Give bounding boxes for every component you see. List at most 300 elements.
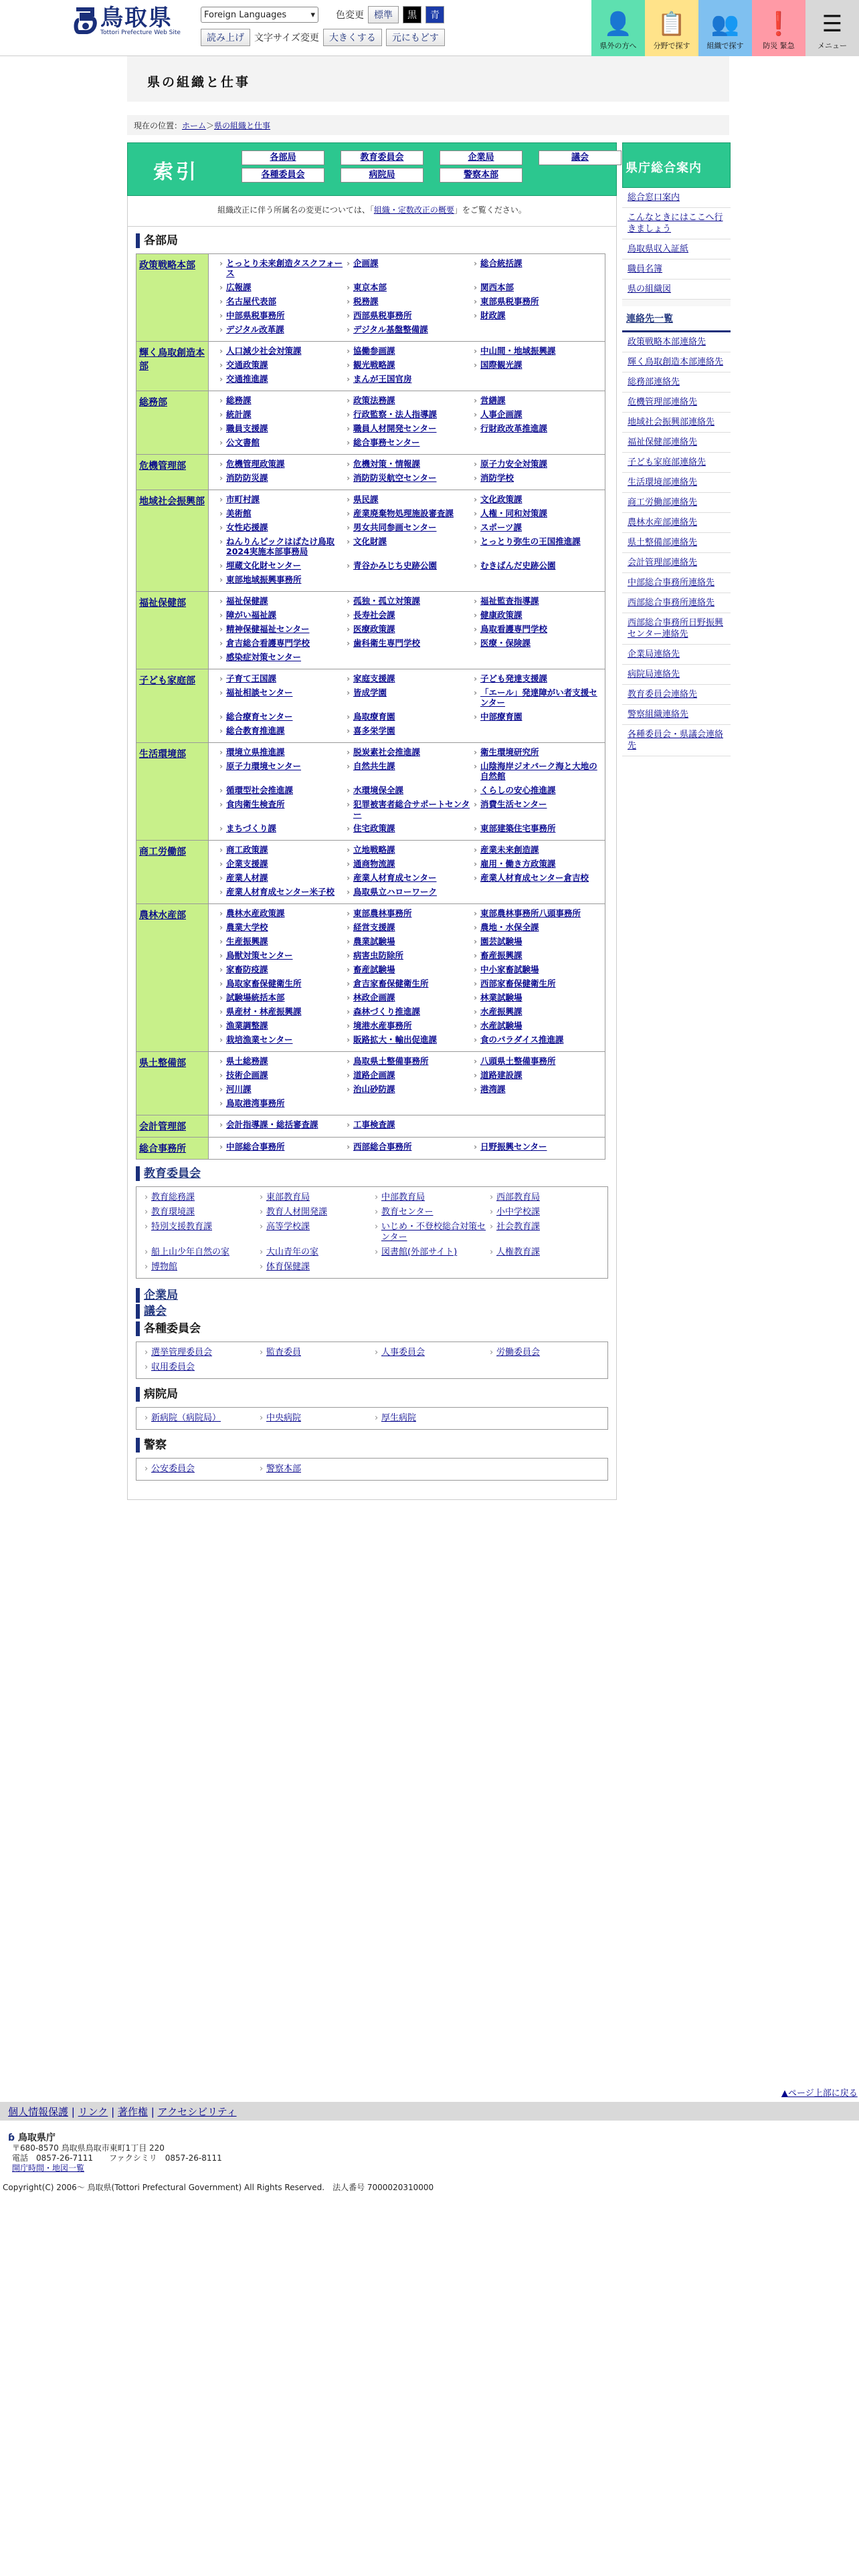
department-item — [219, 296, 347, 306]
department-item-link[interactable]: 東部建築住宅事務所 — [480, 823, 556, 833]
department-item-link[interactable]: とっとり未来創造タスクフォース — [226, 258, 343, 278]
page-top-anchor[interactable]: ▲ページ上部に戻る — [781, 2088, 858, 2099]
department-item-link[interactable]: 文化財課 — [353, 536, 387, 546]
department-item-link[interactable]: 原子力環境センター — [226, 761, 302, 771]
police-link[interactable]: 公安委員会 — [151, 1464, 195, 1474]
department-item-link[interactable]: 食肉衛生検査所 — [226, 799, 285, 809]
color-standard-button[interactable]: 標準 — [368, 6, 399, 23]
department-item-link[interactable]: 環境立県推進課 — [226, 747, 285, 757]
education-link[interactable]: いじめ・不登校総合対策センター — [381, 1222, 486, 1243]
education-link[interactable]: 体育保健課 — [266, 1262, 310, 1272]
department-name-link[interactable]: 会計管理部 — [139, 1121, 186, 1132]
department-name-link[interactable]: 商工労働部 — [139, 847, 186, 857]
department-item-link[interactable]: 試験場統括本部 — [226, 992, 285, 1002]
department-item — [474, 1056, 601, 1066]
department-item — [474, 310, 601, 320]
department-item-link[interactable]: 鳥獣対策センター — [226, 950, 293, 960]
department-item-link[interactable]: 食のパラダイス推進課 — [480, 1035, 564, 1045]
department-name-cell — [136, 669, 209, 743]
department-item-link[interactable]: 消防学校 — [480, 473, 514, 483]
department-item-link[interactable]: 道路建設課 — [480, 1070, 522, 1080]
department-item-link[interactable]: 林業試験場 — [480, 992, 522, 1002]
committee-item — [260, 1348, 375, 1358]
department-item-link[interactable]: 販路拡大・輸出促進課 — [353, 1035, 438, 1045]
sidebar-contact-link[interactable]: 会計管理部連絡先 — [628, 558, 698, 568]
department-item-link[interactable]: 国際観光課 — [480, 360, 522, 370]
committee-link[interactable]: 労働委員会 — [496, 1348, 541, 1358]
sidebar-contact-link[interactable]: 西部総合事務所連絡先 — [628, 598, 715, 608]
department-item-link[interactable]: 精神保健福祉センター — [226, 624, 310, 634]
department-item — [219, 859, 347, 869]
department-item-link[interactable]: 交通推進課 — [226, 374, 268, 384]
department-item-link[interactable]: 西部家畜保健衛生所 — [480, 978, 556, 988]
education-link[interactable]: 教育センター — [381, 1207, 434, 1217]
color-blue-button[interactable]: 青 — [425, 6, 444, 23]
department-item-link[interactable]: 総合事務センター — [353, 437, 420, 447]
department-item — [347, 395, 474, 405]
department-item-link[interactable]: 工事検査課 — [353, 1119, 395, 1130]
index-button[interactable]: 教育委員会 — [341, 150, 423, 165]
committee-link[interactable]: 監査委員 — [266, 1348, 302, 1358]
department-item-link[interactable]: 産業人材育成センター倉吉校 — [480, 873, 589, 883]
department-item-link[interactable]: 危機管理政策課 — [226, 459, 285, 469]
department-item-link[interactable]: 産業廃棄物処理施設審査課 — [353, 508, 454, 518]
global-nav-item[interactable] — [645, 0, 698, 56]
department-items-cell — [209, 1052, 605, 1115]
committee-link[interactable]: 選挙管理委員会 — [151, 1348, 213, 1358]
committee-item — [490, 1348, 605, 1358]
department-item-link[interactable]: 営繕課 — [480, 395, 506, 405]
global-nav-item[interactable] — [752, 0, 805, 56]
department-item-link[interactable]: 交通政策課 — [226, 360, 268, 370]
department-item-link[interactable]: 福祉相談センター — [226, 687, 293, 697]
department-item-link[interactable]: 歯科衛生専門学校 — [353, 638, 421, 648]
footer-link[interactable]: 個人情報保護 — [8, 2106, 69, 2118]
index-button[interactable]: 警察本部 — [440, 168, 522, 183]
department-name-link[interactable]: 農林水産部 — [139, 910, 186, 921]
department-item-link[interactable]: 文化政策課 — [480, 494, 522, 504]
police-link[interactable]: 警察本部 — [266, 1464, 302, 1474]
department-items-list — [219, 494, 601, 584]
education-link[interactable]: 博物館 — [151, 1262, 178, 1272]
department-item-link[interactable]: 皆成学園 — [353, 687, 387, 697]
department-item-link[interactable]: 公文書館 — [226, 437, 260, 447]
department-item — [219, 409, 347, 419]
department-item-link[interactable]: 中部総合事務所 — [226, 1142, 285, 1152]
department-item-link[interactable]: 中小家畜試験場 — [480, 964, 539, 974]
global-nav-item[interactable] — [698, 0, 752, 56]
sidebar-contact-link[interactable]: 政策戦略本部連絡先 — [628, 337, 706, 347]
sidebar-contact-link[interactable]: 各種委員会・県議会連絡先 — [628, 730, 724, 751]
sidebar-contact-link[interactable]: 教育委員会連絡先 — [628, 689, 698, 700]
sidebar-links — [622, 188, 731, 300]
sidebar-link[interactable]: 県の組織図 — [628, 284, 672, 294]
education-link[interactable]: 人権教育課 — [496, 1247, 541, 1257]
sidebar-contact-link[interactable]: 農林水産部連絡先 — [628, 518, 698, 528]
hospital-link[interactable]: 厚生病院 — [381, 1413, 417, 1423]
department-name-cell — [136, 904, 209, 1052]
sidebar-contact-link[interactable]: 福祉保健部連絡先 — [628, 437, 698, 447]
department-item-link[interactable]: 人事企画課 — [480, 409, 522, 419]
department-item-link[interactable]: 総合統括課 — [480, 258, 522, 268]
department-item-link[interactable]: 福祉監査指導課 — [480, 596, 539, 606]
department-item-link[interactable]: 港湾課 — [480, 1084, 506, 1094]
department-item — [219, 712, 347, 722]
department-item-link[interactable]: 名古屋代表部 — [226, 296, 277, 306]
department-item-link[interactable]: 総合療育センター — [226, 712, 293, 722]
education-link[interactable]: 図書館(外部サイト) — [381, 1247, 458, 1257]
department-name-link[interactable]: 県土整備部 — [139, 1058, 186, 1069]
sidebar-contact-link[interactable]: 地域社会振興部連絡先 — [628, 417, 715, 427]
department-item-link[interactable]: 商工政策課 — [226, 845, 268, 855]
department-item-link[interactable]: 行政監察・法人指導課 — [353, 409, 438, 419]
department-item-link[interactable]: 雇用・働き方政策課 — [480, 859, 556, 869]
committee-link[interactable]: 収用委員会 — [151, 1362, 195, 1372]
department-item-link[interactable]: 財政課 — [480, 310, 506, 320]
department-item-link[interactable]: 市町村課 — [226, 494, 260, 504]
department-items-list — [219, 673, 601, 736]
department-item — [347, 873, 474, 883]
text-bigger-button[interactable]: 大きくする — [323, 29, 382, 46]
sidebar-contact-link[interactable]: 輝く鳥取創造本部連絡先 — [628, 357, 724, 367]
education-link[interactable]: 小中学校課 — [496, 1207, 541, 1217]
text-reset-button[interactable]: 元にもどす — [386, 29, 445, 46]
sidebar-contact-item — [622, 553, 731, 573]
department-item — [347, 1006, 474, 1016]
department-name-link[interactable]: 総務部 — [139, 397, 167, 408]
department-item-link[interactable]: 職員支援課 — [226, 423, 268, 433]
department-item-link[interactable]: 中山間・地域振興課 — [480, 346, 556, 356]
education-link[interactable]: 教育総務課 — [151, 1192, 195, 1202]
department-item-link[interactable]: 感染症対策センター — [226, 652, 302, 662]
index-button[interactable]: 各部局 — [242, 150, 324, 165]
global-nav-icon: ❗ — [764, 11, 793, 37]
department-item-link[interactable]: 産業未来創造課 — [480, 845, 539, 855]
sidebar-link-item — [622, 188, 731, 208]
department-item-link[interactable]: 統計課 — [226, 409, 252, 419]
department-item-link[interactable]: 県土総務課 — [226, 1056, 268, 1066]
department-item — [474, 610, 601, 620]
section-education[interactable]: 教育委員会 — [136, 1166, 608, 1181]
department-item-link[interactable]: 畜産試験場 — [353, 964, 395, 974]
department-item-link[interactable]: 農業試験場 — [353, 936, 395, 946]
department-item-link[interactable]: 病害虫防除所 — [353, 950, 404, 960]
education-link[interactable]: 大山青年の家 — [266, 1247, 319, 1257]
sidebar-link[interactable]: 鳥取県収入証紙 — [628, 244, 689, 254]
education-link[interactable]: 中部教育局 — [381, 1192, 425, 1202]
department-item-link[interactable]: 政策法務課 — [353, 395, 395, 405]
sidebar-contact-link[interactable]: 西部総合事務所日野振興センター連絡先 — [628, 618, 724, 639]
education-link[interactable]: 船上山少年自然の家 — [151, 1247, 230, 1257]
sidebar-link[interactable]: 職員名簿 — [628, 264, 663, 274]
page-top-link[interactable] — [781, 2086, 858, 2099]
index-button[interactable]: 各種委員会 — [242, 168, 324, 183]
department-item — [474, 360, 601, 370]
sidebar-contact-link[interactable]: 県土整備部連絡先 — [628, 538, 698, 548]
department-item — [474, 673, 601, 683]
department-item-link[interactable]: 消費生活センター — [480, 799, 547, 809]
education-item — [490, 1247, 605, 1258]
department-item-link[interactable]: 関西本部 — [480, 282, 514, 292]
department-item-link[interactable]: 企画課 — [353, 258, 379, 268]
department-item-link[interactable]: まんが王国官房 — [353, 374, 412, 384]
department-item — [219, 596, 347, 606]
department-item-link[interactable]: 総務課 — [226, 395, 252, 405]
department-item — [219, 887, 347, 897]
department-item-link[interactable]: 会計指導課・総括審査課 — [226, 1119, 318, 1130]
department-item-link[interactable]: 日野振興センター — [480, 1142, 547, 1152]
department-item-link[interactable]: むきばんだ史跡公園 — [480, 560, 556, 570]
department-item — [219, 1035, 347, 1045]
department-item-link[interactable]: 自然共生課 — [353, 761, 395, 771]
footer-separator: | — [108, 2106, 118, 2118]
index-button[interactable]: 企業局 — [440, 150, 522, 165]
department-item-link[interactable]: 危機対策・情報課 — [353, 459, 421, 469]
department-item-link[interactable]: 広報課 — [226, 282, 252, 292]
department-item-link[interactable]: 家庭支援課 — [353, 673, 395, 683]
department-item-link[interactable]: デジタル基盤整備課 — [353, 324, 428, 334]
department-item-link[interactable]: 鳥取県立ハローワーク — [353, 887, 438, 897]
department-item — [474, 873, 601, 883]
department-item — [347, 978, 474, 988]
department-item-link[interactable]: 犯罪被害者総合サポートセンター — [353, 799, 470, 819]
department-item-link[interactable]: ねんりんピックはばたけ鳥取2024実施本部事務局 — [226, 536, 335, 556]
education-item — [145, 1222, 260, 1243]
department-item-link[interactable]: 青谷かみじち史跡公園 — [353, 560, 438, 570]
department-item-link[interactable]: 東部県税事務所 — [480, 296, 539, 306]
department-name-link[interactable]: 地域社会振興部 — [139, 496, 205, 507]
department-item-link[interactable]: 畜産振興課 — [480, 950, 522, 960]
footer-link[interactable]: リンク — [78, 2106, 108, 2118]
education-link[interactable]: 特別支援教育課 — [151, 1222, 213, 1232]
department-item-link[interactable]: スポーツ課 — [480, 522, 522, 532]
education-item — [260, 1192, 375, 1203]
department-name-link[interactable]: 政策戦略本部 — [139, 260, 195, 271]
department-item-link[interactable]: 西部総合事務所 — [353, 1142, 412, 1152]
education-item — [490, 1222, 605, 1243]
department-item-link[interactable]: 脱炭素社会推進課 — [353, 747, 421, 757]
department-name-link[interactable]: 総合事務所 — [139, 1144, 186, 1154]
department-item-link[interactable]: 女性応援課 — [226, 522, 268, 532]
department-item-link[interactable]: 八頭県土整備事務所 — [480, 1056, 556, 1066]
department-item-link[interactable]: 治山砂防課 — [353, 1084, 395, 1094]
department-item-link[interactable]: 農業大学校 — [226, 922, 268, 932]
sidebar-link[interactable]: 総合窓口案内 — [628, 193, 680, 203]
sidebar-contact-link[interactable]: 病院局連絡先 — [628, 669, 680, 679]
department-item-link[interactable]: 美術館 — [226, 508, 252, 518]
department-item-link[interactable]: 山陰海岸ジオパーク海と大地の自然館 — [480, 761, 597, 781]
department-item-link[interactable]: 経営支援課 — [353, 922, 395, 932]
department-item-link[interactable]: 税務課 — [353, 296, 379, 306]
department-item-link[interactable]: 企業支援課 — [226, 859, 268, 869]
department-item-link[interactable]: 森林づくり推進課 — [353, 1006, 421, 1016]
department-item-link[interactable]: 障がい福祉課 — [226, 610, 277, 620]
education-link[interactable]: 社会教育課 — [496, 1222, 541, 1232]
color-black-button[interactable]: 黒 — [403, 6, 421, 23]
department-item-link[interactable]: 人権・同和対策課 — [480, 508, 548, 518]
department-item-link[interactable]: デジタル改革課 — [226, 324, 284, 334]
department-item — [219, 1084, 347, 1094]
color-change-label: 色変更 — [336, 10, 364, 21]
education-link[interactable]: 東部教育局 — [266, 1192, 310, 1202]
education-link[interactable]: 教育人材開発課 — [266, 1207, 328, 1217]
department-item-link[interactable]: 消防防災航空センター — [353, 473, 437, 483]
committee-link[interactable]: 人事委員会 — [381, 1348, 425, 1358]
department-item-link[interactable]: 喜多栄学園 — [353, 726, 395, 736]
department-item-link[interactable]: 循環型社会推進課 — [226, 785, 294, 795]
department-item-link[interactable]: 生産振興課 — [226, 936, 268, 946]
department-item-link[interactable]: 西部県税事務所 — [353, 310, 412, 320]
global-nav-label: 県外の方へ — [599, 41, 637, 50]
index-button[interactable]: 議会 — [539, 150, 622, 165]
language-select[interactable] — [201, 7, 318, 23]
sidebar-contact-link[interactable]: 危機管理部連絡先 — [628, 397, 698, 407]
department-item-link[interactable]: 行財政改革推進課 — [480, 423, 548, 433]
department-item-link[interactable]: 原子力安全対策課 — [480, 459, 548, 469]
department-item — [347, 560, 474, 570]
education-link[interactable]: 教育環境課 — [151, 1207, 195, 1217]
department-item-link[interactable]: 園芸試験場 — [480, 936, 522, 946]
department-item-link[interactable]: 東部農林事務所八頭事務所 — [480, 908, 581, 918]
department-item-link[interactable]: 長寿社会課 — [353, 610, 395, 620]
department-item-link[interactable]: 境港水産事務所 — [353, 1021, 412, 1031]
department-item-link[interactable]: 水産振興課 — [480, 1006, 522, 1016]
read-aloud-button[interactable]: 読み上げ — [201, 29, 250, 46]
department-item-link[interactable]: くらしの安心推進課 — [480, 785, 556, 795]
footer-link[interactable]: 著作権 — [117, 2106, 148, 2118]
department-item-link[interactable]: 家畜防疫課 — [226, 964, 268, 974]
department-item-link[interactable]: 鳥取看護専門学校 — [480, 624, 548, 634]
footer-map-link[interactable]: 開庁時間・地図一覧 — [12, 2163, 85, 2173]
department-item-link[interactable]: 子ども発達支援課 — [480, 673, 548, 683]
department-item — [474, 1021, 601, 1031]
department-item-link[interactable]: 鳥取県土整備事務所 — [353, 1056, 429, 1066]
department-item-link[interactable]: 県民課 — [353, 494, 379, 504]
reorg-summary-link[interactable]: 組織・定数改正の概要 — [373, 205, 454, 215]
department-name-link[interactable]: 子ども家庭部 — [139, 675, 195, 686]
department-item-link[interactable]: 東部地域振興事務所 — [226, 574, 302, 584]
department-item-link[interactable]: 水環境保全課 — [353, 785, 404, 795]
department-item-link[interactable]: まちづくり課 — [226, 823, 276, 833]
sidebar-contact-link[interactable]: 警察組織連絡先 — [628, 710, 689, 720]
department-item-link[interactable]: 男女共同参画センター — [353, 522, 437, 532]
hospital-link[interactable]: 新病院（病院局） — [151, 1413, 221, 1423]
department-item-link[interactable]: 農地・水保全課 — [480, 922, 539, 932]
education-link[interactable]: 高等学校課 — [266, 1222, 310, 1232]
department-item-link[interactable]: 産業人材育成センター米子校 — [226, 887, 335, 897]
hospital-link[interactable]: 中央病院 — [266, 1413, 302, 1423]
department-item-link[interactable]: 立地戦略課 — [353, 845, 395, 855]
department-item-link[interactable]: 福祉保健課 — [226, 596, 268, 606]
department-item-link[interactable]: 農林水産政策課 — [226, 908, 285, 918]
department-item — [347, 360, 474, 370]
department-item-link[interactable]: 倉吉家畜保健衛生所 — [353, 978, 429, 988]
department-item-link[interactable]: 子育て王国課 — [226, 673, 277, 683]
department-item-link[interactable]: 鳥取港湾事務所 — [226, 1098, 285, 1108]
department-item-link[interactable]: 鳥取療育園 — [353, 712, 395, 722]
department-item-link[interactable]: 県産材・林産振興課 — [226, 1006, 302, 1016]
department-item — [347, 536, 474, 556]
department-item-link[interactable]: 医療・保険課 — [480, 638, 531, 648]
department-item — [474, 346, 601, 356]
department-item-link[interactable]: 孤独・孤立対策課 — [353, 596, 421, 606]
global-nav-item[interactable] — [591, 0, 645, 56]
department-item-link[interactable]: 職員人材開発センター — [353, 423, 437, 433]
department-name-link[interactable]: 福祉保健部 — [139, 598, 186, 609]
department-item — [219, 936, 347, 946]
department-item-link[interactable]: 協働参画課 — [353, 346, 395, 356]
department-item-link[interactable]: 総合教育推進課 — [226, 726, 285, 736]
department-item-link[interactable]: 倉吉総合看護専門学校 — [226, 638, 310, 648]
department-item-link[interactable]: 栽培漁業センター — [226, 1035, 293, 1045]
department-name-cell — [136, 391, 209, 455]
department-item-link[interactable]: 技術企画課 — [226, 1070, 268, 1080]
department-item-link[interactable]: 道路企画課 — [353, 1070, 395, 1080]
section-assembly[interactable]: 議会 — [136, 1304, 608, 1319]
sidebar-contact-link[interactable]: 子ども家庭部連絡先 — [628, 457, 706, 467]
department-item — [347, 964, 474, 974]
department-item — [474, 473, 601, 483]
department-item-link[interactable]: 衛生環境研究所 — [480, 747, 539, 757]
department-item-link[interactable]: 漁業調整課 — [226, 1021, 268, 1031]
department-item-link[interactable]: 東京本部 — [353, 282, 387, 292]
department-item-link[interactable]: 埋蔵文化財センター — [226, 560, 302, 570]
sidebar-contact-link[interactable]: 生活環境部連絡先 — [628, 477, 698, 488]
department-item-link[interactable]: 消防防災課 — [226, 473, 268, 483]
education-link[interactable]: 西部教育局 — [496, 1192, 541, 1202]
department-item-link[interactable]: 産業人材課 — [226, 873, 268, 883]
department-item-link[interactable]: 中部県税事務所 — [226, 310, 285, 320]
breadcrumb-home-link[interactable]: ホーム — [182, 121, 207, 130]
site-logo[interactable] — [72, 5, 181, 36]
department-item-link[interactable]: 健康政策課 — [480, 610, 522, 620]
department-item-link[interactable]: 医療政策課 — [353, 624, 395, 634]
department-item-link[interactable]: 通商物流課 — [353, 859, 395, 869]
sidebar-contact-link[interactable]: 総務部連絡先 — [628, 377, 680, 387]
footer-link[interactable]: アクセシビリティ — [157, 2106, 237, 2118]
education-item — [375, 1222, 490, 1243]
sidebar-contact-link[interactable]: 商工労働部連絡先 — [628, 498, 698, 508]
department-item-link[interactable]: 河川課 — [226, 1084, 252, 1094]
department-item-link[interactable]: とっとり弥生の王国推進課 — [480, 536, 581, 546]
department-item-link[interactable]: 人口減少社会対策課 — [226, 346, 302, 356]
sidebar-contacts-title[interactable]: 連絡先一覧 — [622, 306, 731, 332]
global-nav-item[interactable] — [805, 0, 859, 56]
department-item — [347, 459, 474, 469]
index-button[interactable]: 病院局 — [341, 168, 423, 183]
sidebar-contact-link[interactable]: 中部総合事務所連絡先 — [628, 578, 715, 588]
department-item — [219, 1021, 347, 1031]
department-item-link[interactable]: 「エール」発達障がい者支援センター — [480, 687, 597, 708]
breadcrumb-current-link[interactable]: 県の組織と仕事 — [214, 121, 271, 130]
department-item-link[interactable]: 鳥取家畜保健衛生所 — [226, 978, 302, 988]
department-item-link[interactable]: 住宅政策課 — [353, 823, 395, 833]
department-item-link[interactable]: 水産試験場 — [480, 1021, 522, 1031]
sidebar-link[interactable]: こんなときにはここへ行きましょう — [628, 213, 723, 234]
department-item-link[interactable]: 産業人材育成センター — [353, 873, 437, 883]
section-enterprise[interactable]: 企業局 — [136, 1288, 608, 1303]
department-item-link[interactable]: 中部療育園 — [480, 712, 522, 722]
police-box — [136, 1458, 608, 1481]
department-item-link[interactable]: 東部農林事務所 — [353, 908, 412, 918]
sidebar-contact-link[interactable]: 企業局連絡先 — [628, 649, 680, 659]
department-item — [219, 1098, 347, 1108]
department-item-link[interactable]: 林政企画課 — [353, 992, 395, 1002]
department-name-link[interactable]: 輝く鳥取創造本部 — [139, 348, 205, 372]
department-name-link[interactable]: 生活環境部 — [139, 749, 186, 760]
department-item-link[interactable]: 観光戦略課 — [353, 360, 395, 370]
department-name-link[interactable]: 危機管理部 — [139, 461, 186, 471]
